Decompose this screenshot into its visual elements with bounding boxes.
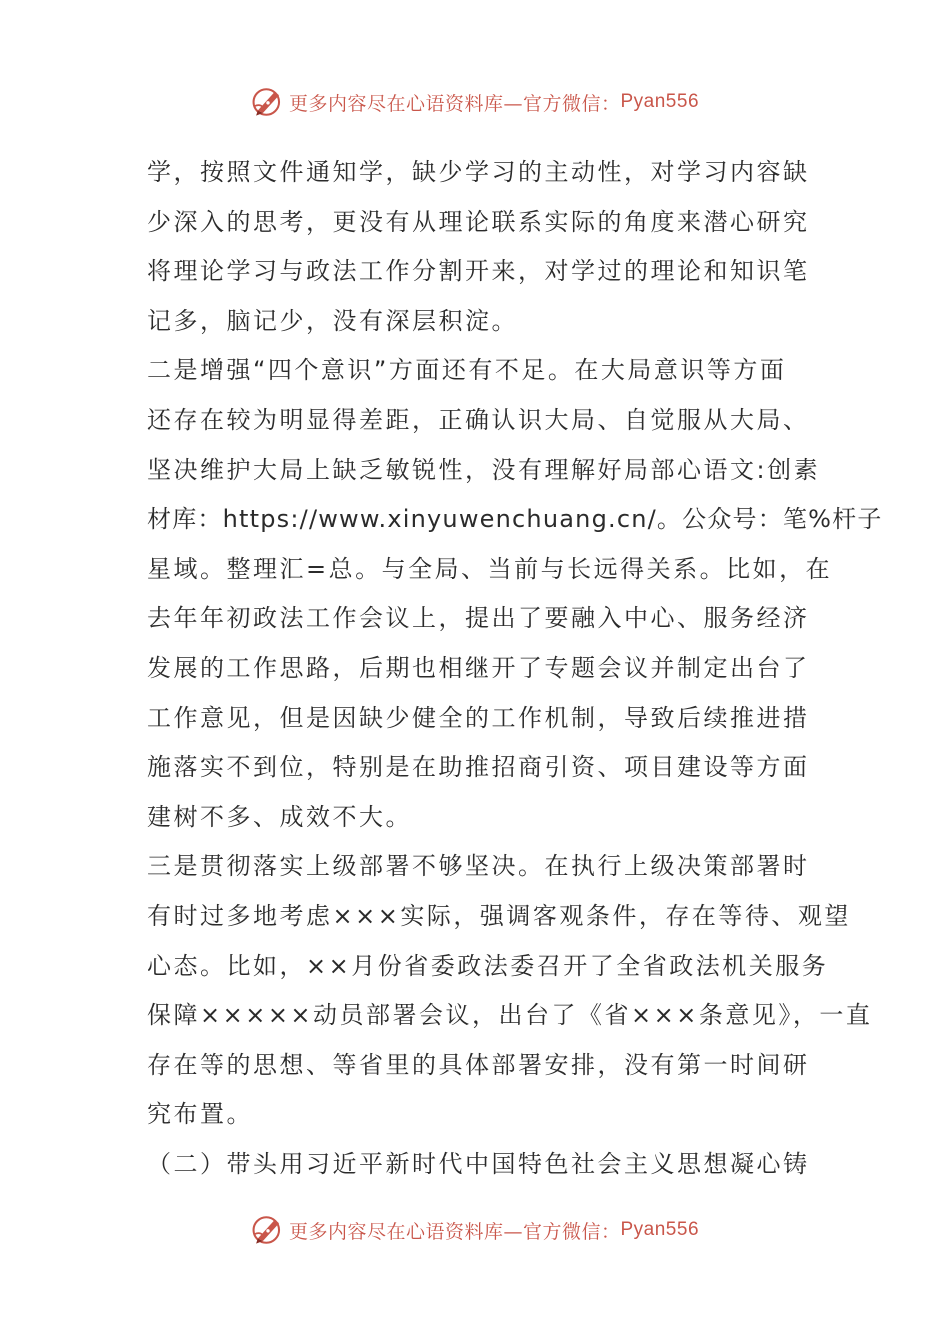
body-line: 记多，脑记少，没有深层积淀。	[147, 306, 518, 335]
body-line: 学，按照文件通知学，缺少学习的主动性，对学习内容缺	[147, 158, 810, 186]
body-line: 施落实不到位，特别是在助推招商引资、项目建设等方面	[147, 753, 810, 782]
footer-banner	[251, 1213, 699, 1247]
document-body	[147, 148, 883, 1189]
body-line: 究布置。	[147, 1100, 253, 1129]
header-banner	[251, 85, 699, 119]
body-line-url: 材库：https://www.xinyuwenchuang.cn/。公众号：笔%杆子	[147, 505, 883, 534]
body-line: 还存在较为明显得差距，正确认识大局、自觉服从大局、	[147, 405, 810, 434]
footer-text: 更多内容尽在心语资料库—官方微信：	[288, 1220, 621, 1243]
body-line: 发展的工作思路，后期也相继开了专题会议并制定出台了	[147, 653, 810, 682]
header-text: 更多内容尽在心语资料库—官方微信：	[288, 92, 621, 115]
body-line: 存在等的思想、等省里的具体部署安排，没有第一时间研	[147, 1050, 810, 1079]
section-heading: （二）带头用习近平新时代中国特色社会主义思想凝心铸	[147, 1149, 810, 1178]
body-line: 二是增强“四个意识”方面还有不足。在大局意识等方面	[147, 356, 787, 385]
body-line: 坚决维护大局上缺乏敏锐性，没有理解好局部心语文:创素	[147, 455, 821, 484]
body-line: 工作意见，但是因缺少健全的工作机制，导致后续推进措	[147, 703, 810, 732]
body-line: 少深入的思考，更没有从理论联系实际的角度来潜心研究	[147, 207, 810, 236]
body-line: 有时过多地考虑×××实际，强调客观条件，存在等待、观望	[147, 901, 851, 930]
footer-wechat-id: Pyan556	[620, 1219, 700, 1240]
body-line: 去年年初政法工作会议上，提出了要融入中心、服务经济	[147, 604, 810, 633]
body-line: 星域。整理汇=总。与全局、当前与长远得关系。比如，在	[147, 554, 833, 583]
body-line: 心态。比如，××月份省委政法委召开了全省政法机关服务	[147, 951, 829, 980]
body-line: 建树不多、成效不大。	[147, 802, 412, 831]
pen-nib-logo-icon	[251, 1213, 285, 1247]
body-line: 保障×××××动员部署会议，出台了《省×××条意见》，一直	[147, 1001, 873, 1030]
body-line: 三是贯彻落实上级部署不够坚决。在执行上级决策部署时	[147, 852, 810, 881]
header-wechat-id: Pyan556	[620, 91, 700, 112]
body-line: 将理论学习与政法工作分割开来，对学过的理论和知识笔	[147, 257, 810, 286]
page-footer	[0, 1212, 950, 1248]
pen-nib-logo-icon	[251, 85, 285, 119]
page-header	[0, 84, 950, 120]
